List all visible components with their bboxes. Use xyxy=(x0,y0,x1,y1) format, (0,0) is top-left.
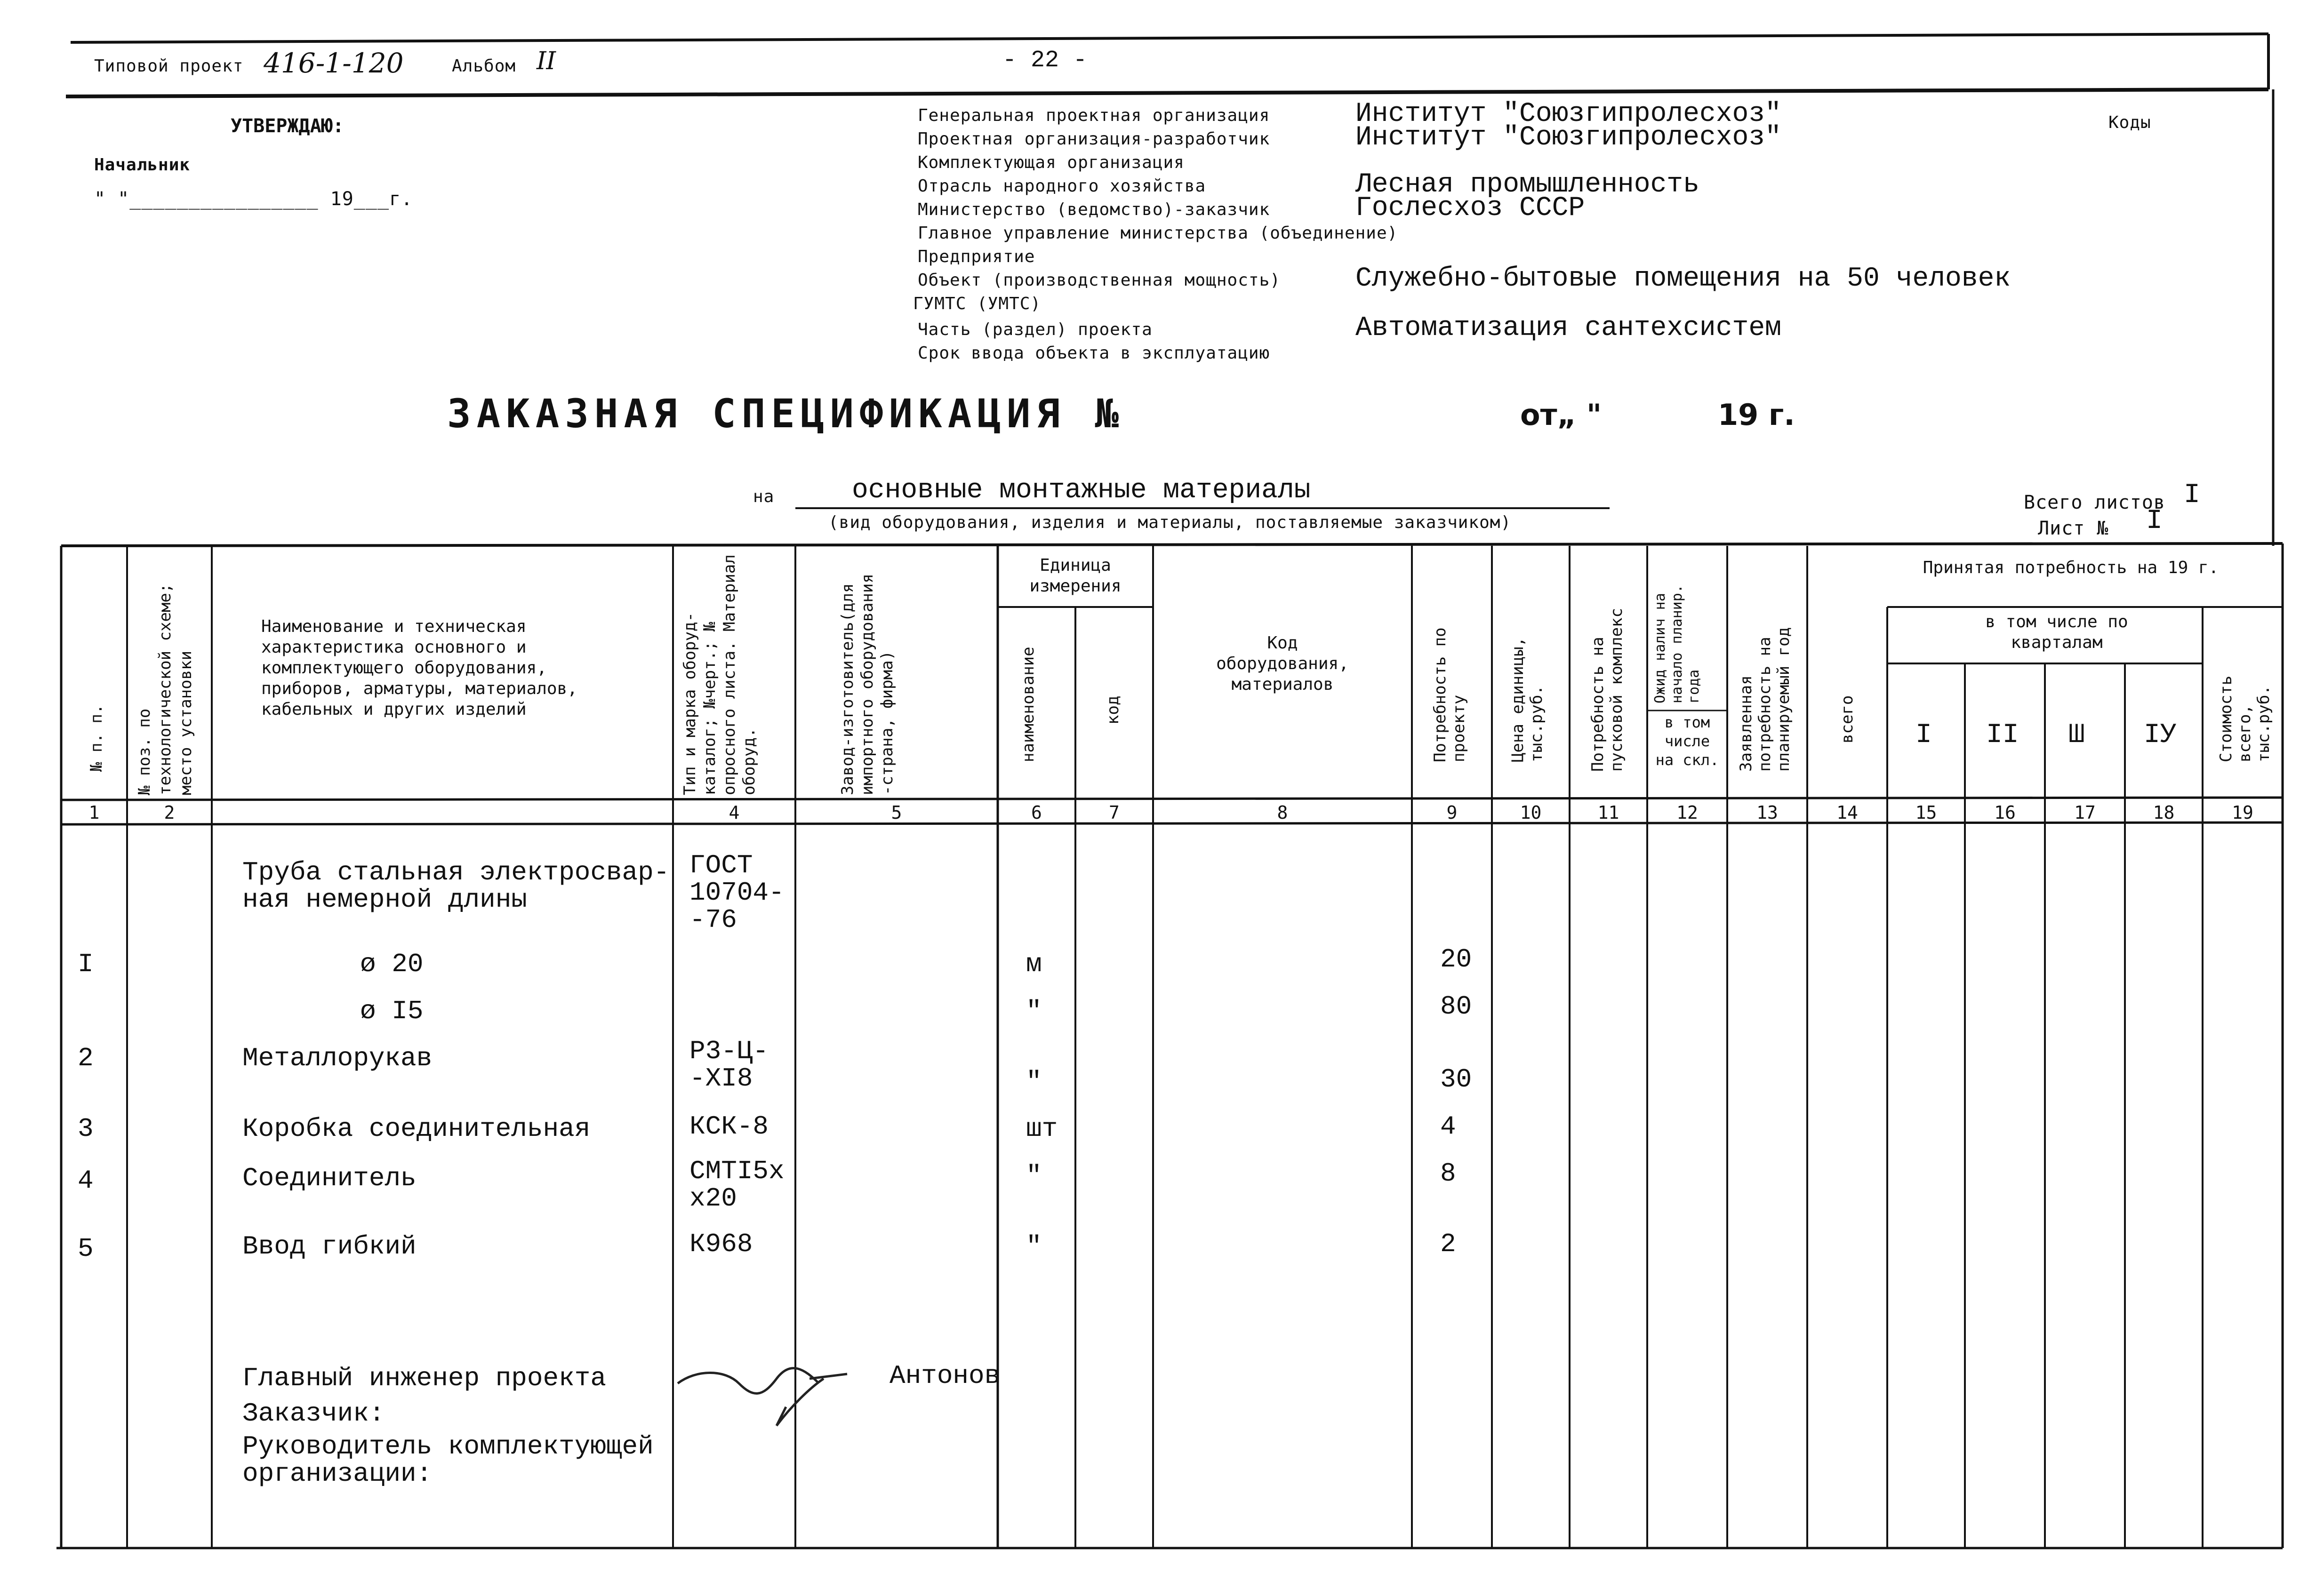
q4-header: IУ xyxy=(2144,720,2177,751)
col14-header: всего xyxy=(1838,695,1857,743)
quarters-group-header: в том числе по кварталам xyxy=(1985,612,2128,652)
row-item-type: К968 xyxy=(689,1229,753,1259)
row-item-qty: 20 xyxy=(1440,944,1472,974)
col-number-15: 15 xyxy=(1915,802,1937,823)
col1-header: № п. п. xyxy=(87,704,106,772)
row-item-number: 3 xyxy=(78,1114,94,1144)
org-label-ministry: Министерство (ведомство)-заказчик xyxy=(918,200,1270,219)
org-label-deadline: Срок ввода объекта в эксплуатацию xyxy=(918,343,1270,363)
col-number-16: 16 xyxy=(1994,802,2016,823)
org-value-ministry: Гослесхоз СССР xyxy=(1355,193,1585,224)
sheet-label: Лист № xyxy=(2038,518,2109,539)
row-item-type: СМТI5х х20 xyxy=(689,1156,785,1214)
org-value-object: Служебно-бытовые помещения на 50 человек xyxy=(1355,263,2011,294)
col12a-header: Ожид налич на начало планир. года xyxy=(1652,584,1702,703)
row-item-number: I xyxy=(78,949,94,979)
row-item-number: 2 xyxy=(78,1043,94,1073)
row-item-qty: 80 xyxy=(1440,991,1472,1022)
chief-engineer-label: Главный инженер проекта xyxy=(242,1363,606,1393)
row-item-qty: 30 xyxy=(1440,1064,1472,1094)
org-value-industry: Лесная промышленность xyxy=(1355,169,1699,200)
accepted-header: Принятая потребность на 19 г. xyxy=(1923,558,2219,577)
customer-label: Заказчик: xyxy=(242,1398,385,1429)
col-number-4: 4 xyxy=(729,802,740,823)
col-number-1: 1 xyxy=(88,802,100,823)
approve-title: УТВЕРЖДАЮ: xyxy=(231,115,344,137)
col6-header: наименование xyxy=(1019,647,1038,762)
sheets-total-label: Всего листов xyxy=(2024,492,2165,513)
subject-prefix: на xyxy=(753,487,775,506)
row-item-unit: " xyxy=(1026,1161,1042,1191)
col-number-8: 8 xyxy=(1277,802,1288,823)
row-item-unit: шт xyxy=(1026,1114,1058,1144)
col10-header: Цена единицы, тыс.руб. xyxy=(1508,637,1546,762)
col4-header: Тип и марка оборуд-каталог; №черт.; № опросного листа. Материал оборуд. xyxy=(681,554,759,795)
col-number-2: 2 xyxy=(164,802,175,823)
row-item-type: Р3-Ц- -XI8 xyxy=(689,1036,769,1094)
q1-header: I xyxy=(1915,720,1932,751)
org-label-completing: Комплектующая организация xyxy=(918,153,1185,172)
subject-value: основные монтажные материалы xyxy=(852,475,1311,506)
col-number-12: 12 xyxy=(1676,802,1698,823)
col-number-19: 19 xyxy=(2232,802,2253,823)
col5-header: Завод-изготовитель(для импортного оборудования -страна, фирма) xyxy=(838,574,897,795)
org-value-developer: Институт "Союзгипролесхоз" xyxy=(1355,122,1781,153)
row-item-name: ø I5 xyxy=(360,996,424,1026)
page-number: - 22 - xyxy=(1002,47,1088,74)
row-item-unit: м xyxy=(1026,949,1042,979)
row-item-unit: " xyxy=(1026,1067,1042,1097)
row-item-type: КСК-8 xyxy=(689,1111,769,1142)
col-number-14: 14 xyxy=(1836,802,1858,823)
col-number-6: 6 xyxy=(1031,802,1042,823)
row-item-qty: 2 xyxy=(1440,1229,1456,1259)
codes-label: Коды xyxy=(2108,113,2151,132)
album-number: II xyxy=(537,47,556,75)
col8-header: Код оборудования, материалов xyxy=(1216,633,1349,694)
unit-group-header: Единица измерения xyxy=(1029,556,1122,596)
chief-engineer-name: Антонов xyxy=(890,1361,1001,1391)
col-number-17: 17 xyxy=(2074,802,2096,823)
document-title: ЗАКАЗНАЯ СПЕЦИФИКАЦИЯ № xyxy=(447,391,1125,437)
col3-header: Наименование и техническая характеристика основного и комплектующего оборудования, приборов, арматуры, материалов, кабельных и других изделий xyxy=(261,617,577,719)
col9-header: Потребность по проекту xyxy=(1431,627,1468,762)
row-item-name: Ввод гибкий xyxy=(242,1231,417,1262)
project-number: 416-1-120 xyxy=(264,47,404,79)
org-value-general: Институт "Союзгипролесхоз" xyxy=(1355,99,1781,129)
col-number-5: 5 xyxy=(891,802,902,823)
org-label-object: Объект (производственная мощность) xyxy=(918,271,1281,290)
col13-header: Заявленная потребность на планируемый год xyxy=(1737,627,1793,772)
org-label-part: Часть (раздел) проекта xyxy=(918,320,1153,339)
row-item-qty: 8 xyxy=(1440,1158,1456,1189)
col12b-header: в том числе на скл. xyxy=(1655,713,1719,769)
approve-chief: Начальник xyxy=(94,155,191,175)
title-year: 19 г. xyxy=(1718,398,1795,432)
handwritten-signature xyxy=(668,1350,894,1492)
row-item-name: ø 20 xyxy=(360,949,424,979)
col-number-10: 10 xyxy=(1520,802,1542,823)
sheets-total-value: I xyxy=(2184,480,2200,511)
approve-date-line: " "________________ 19___г. xyxy=(94,188,413,210)
row-item-number: 5 xyxy=(78,1234,94,1264)
org-label-general: Генеральная проектная организация xyxy=(918,106,1270,125)
subject-caption: (вид оборудования, изделия и материалы, поставляемые заказчиком) xyxy=(828,513,1512,532)
row-item-name: Металлорукав xyxy=(242,1043,433,1073)
org-label-industry: Отрасль народного хозяйства xyxy=(918,176,1206,196)
org-label-developer: Проектная организация-разработчик xyxy=(918,129,1270,149)
col-number-13: 13 xyxy=(1756,802,1778,823)
q2-header: II xyxy=(1986,720,2019,751)
col-number-7: 7 xyxy=(1109,802,1120,823)
row-item-name: Коробка соединительная xyxy=(242,1114,591,1144)
row-item-type: ГОСТ 10704- -76 xyxy=(689,850,785,935)
album-label: Альбом xyxy=(452,56,516,76)
row-item-number: 4 xyxy=(78,1166,94,1196)
col2-header: № поз. по технологической схеме; место установки xyxy=(135,583,195,795)
org-label-enterprise: Предприятие xyxy=(918,247,1035,266)
title-from: от„ " xyxy=(1520,398,1602,432)
row-item-unit: " xyxy=(1026,996,1042,1026)
col-number-9: 9 xyxy=(1446,802,1458,823)
q3-header: Ш xyxy=(2068,720,2085,751)
org-label-gumts: ГУМТС (УМТС) xyxy=(913,294,1042,313)
col-number-11: 11 xyxy=(1597,802,1619,823)
row-item-name: Труба стальная электросвар- ная немерной длины xyxy=(242,857,670,915)
col11-header: Потребность на пусковой комплекс xyxy=(1588,608,1626,772)
org-label-main-dept: Главное управление министерства (объединение) xyxy=(918,224,1398,243)
col19-header: Стоимость всего, тыс.руб. xyxy=(2217,675,2273,762)
row-item-name: Соединитель xyxy=(242,1163,417,1193)
col-number-18: 18 xyxy=(2153,802,2175,823)
head-org-label: Руководитель комплектующей организации: xyxy=(242,1431,654,1489)
org-value-part: Автоматизация сантехсистем xyxy=(1355,313,1781,343)
col7-header: код xyxy=(1104,695,1122,725)
row-item-qty: 4 xyxy=(1440,1111,1456,1142)
project-label: Типовой проект xyxy=(94,56,244,76)
row-item-unit: " xyxy=(1026,1231,1042,1262)
sheet-value: I xyxy=(2146,506,2163,536)
